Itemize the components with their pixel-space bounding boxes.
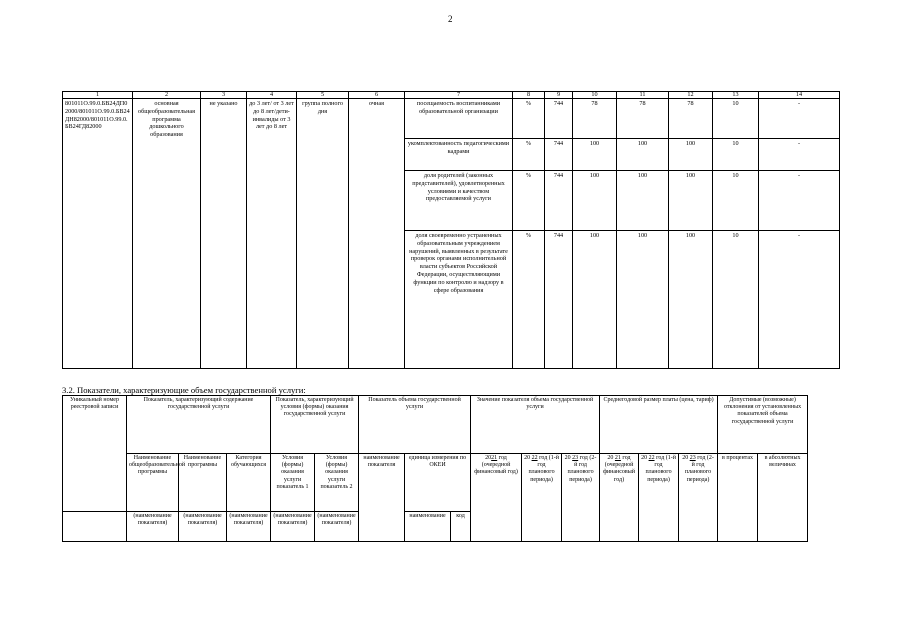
empty-cell bbox=[63, 512, 127, 542]
indicator-label: (наименование показателя) bbox=[271, 512, 315, 542]
indicator-name: доля родителей (законных представителей), удовлетворенных условиями и качеством предоставляемой услуги bbox=[405, 171, 513, 231]
header-unit: единица измерения по ОКЕИ bbox=[405, 454, 471, 512]
header-volume-values: Значение показателя объема государственной услуги bbox=[471, 396, 600, 454]
indicator-value-3: 100 bbox=[669, 171, 713, 231]
header-registry: Уникальный номер реестровой записи bbox=[63, 396, 127, 512]
indicator-value-3: 78 bbox=[669, 99, 713, 139]
col-number: 14 bbox=[759, 92, 840, 99]
stay-mode: группа полного дня bbox=[297, 99, 349, 369]
indicator-unit: % bbox=[513, 231, 545, 369]
age-group: до 3 лет/ от 3 лет до 8 лет/дети-инвалиды от 3 лет до 8 лет bbox=[247, 99, 297, 369]
indicator-name: посещаемость воспитанниками образовательной организации bbox=[405, 99, 513, 139]
header-deviations: Допустимые (возможные) отклонения от установленных показателей объема государственной услуги bbox=[718, 396, 808, 454]
indicator-name: доля своевременно устраненных образовательным учреждением нарушений, выявленных в результате проверок органами исполнительной власти субъектов Российской Федерации, осуществляющими функции по контролю и надзору в сфере образования bbox=[405, 231, 513, 369]
col-number: 12 bbox=[669, 92, 713, 99]
deviation-percent: 10 bbox=[713, 139, 759, 171]
indicator-label: (наименование показателя) bbox=[315, 512, 359, 542]
sub-program-level: Наименование программы bbox=[179, 454, 227, 512]
sub-unit-code: код bbox=[451, 512, 471, 542]
quality-indicators-table bbox=[62, 91, 840, 369]
deviation-percent: 10 bbox=[713, 99, 759, 139]
indicator-value-1: 100 bbox=[573, 171, 617, 231]
indicator-value-2: 100 bbox=[617, 139, 669, 171]
col-number: 10 bbox=[573, 92, 617, 99]
deviation-percent: 10 bbox=[713, 231, 759, 369]
indicator-okei: 744 bbox=[545, 171, 573, 231]
indicator-value-2: 100 bbox=[617, 231, 669, 369]
indicator-label: (наименование показателя) bbox=[127, 512, 179, 542]
header-year-1: 2021 год (очередной финансовый год) bbox=[471, 454, 522, 542]
col-number: 9 bbox=[545, 92, 573, 99]
indicator-okei: 744 bbox=[545, 139, 573, 171]
col-number: 3 bbox=[201, 92, 247, 99]
deviation-absolute: - bbox=[759, 171, 840, 231]
volume-indicators-table bbox=[62, 395, 860, 542]
sub-condition-1: Условия (формы) оказания услуги показатель 1 bbox=[271, 454, 315, 512]
category: не указано bbox=[201, 99, 247, 369]
deviation-absolute: - bbox=[759, 99, 840, 139]
indicator-label: (наименование показателя) bbox=[179, 512, 227, 542]
col-number: 6 bbox=[349, 92, 405, 99]
indicator-name: укомплектованность педагогическими кадрами bbox=[405, 139, 513, 171]
col-number: 11 bbox=[617, 92, 669, 99]
header-row bbox=[63, 454, 860, 512]
table-row bbox=[63, 99, 840, 139]
sub-program-name: Наименование общеобразовательной программы bbox=[127, 454, 179, 512]
header-avg-fee: Среднегодовой размер платы (цена, тариф) bbox=[600, 396, 718, 454]
col-number: 2 bbox=[133, 92, 201, 99]
header-deviation-absolute: в абсолютных величинах bbox=[758, 454, 808, 542]
header-year-2: 20 22 год (1-й год планового периода) bbox=[522, 454, 562, 542]
col-number: 5 bbox=[297, 92, 349, 99]
deviation-percent: 10 bbox=[713, 171, 759, 231]
header-volume: Показатель объема государственной услуги bbox=[359, 396, 471, 454]
column-numbers-row bbox=[63, 92, 840, 99]
education-form: очная bbox=[349, 99, 405, 369]
col-number: 4 bbox=[247, 92, 297, 99]
col-number: 13 bbox=[713, 92, 759, 99]
header-year-3: 20 23 год (2-й год планового периода) bbox=[562, 454, 600, 542]
deviation-absolute: - bbox=[759, 139, 840, 171]
indicator-value-3: 100 bbox=[669, 139, 713, 171]
indicator-label: (наименование показателя) bbox=[227, 512, 271, 542]
col-number: 8 bbox=[513, 92, 545, 99]
col-number: 7 bbox=[405, 92, 513, 99]
col-number: 1 bbox=[63, 92, 133, 99]
indicator-okei: 744 bbox=[545, 99, 573, 139]
indicator-value-3: 100 bbox=[669, 231, 713, 369]
sub-category: Категория обучающихся bbox=[227, 454, 271, 512]
indicator-unit: % bbox=[513, 139, 545, 171]
indicator-unit: % bbox=[513, 99, 545, 139]
page-number: 2 bbox=[448, 14, 453, 24]
header-deviation-percent: в процентах bbox=[718, 454, 758, 542]
registry-code: 801011О.99.0.БВ24ДП02000/801011О.99.0.БВ24ДН82000/801011О.99.0.БВ24ГД82000 bbox=[63, 99, 133, 369]
sub-unit-name: наименование bbox=[405, 512, 451, 542]
section-title: 3.2. Показатели, характеризующие объем государственной услуги: bbox=[62, 385, 306, 395]
program-name: основная общеобразовательная программа дошкольного образования bbox=[133, 99, 201, 369]
header-volume-name: наименование показателя bbox=[359, 454, 405, 542]
deviation-absolute: - bbox=[759, 231, 840, 369]
indicator-value-1: 100 bbox=[573, 231, 617, 369]
header-fee-2: 20 22 год (1-й год планового периода) bbox=[639, 454, 679, 542]
indicator-value-1: 100 bbox=[573, 139, 617, 171]
header-content: Показатель, характеризующий содержание государственной услуги bbox=[127, 396, 271, 454]
header-row bbox=[63, 396, 860, 454]
indicator-unit: % bbox=[513, 171, 545, 231]
indicator-value-2: 78 bbox=[617, 99, 669, 139]
header-fee-1: 20 21 год (очередной финансовый год) bbox=[600, 454, 639, 542]
header-conditions: Показатель, характеризующий условия (формы) оказания государственной услуги bbox=[271, 396, 359, 454]
header-fee-3: 20 23 год (2-й год планового периода) bbox=[679, 454, 718, 542]
indicator-value-2: 100 bbox=[617, 171, 669, 231]
indicator-okei: 744 bbox=[545, 231, 573, 369]
indicator-value-1: 78 bbox=[573, 99, 617, 139]
sub-condition-2: Условия (формы) оказания услуги показатель 2 bbox=[315, 454, 359, 512]
